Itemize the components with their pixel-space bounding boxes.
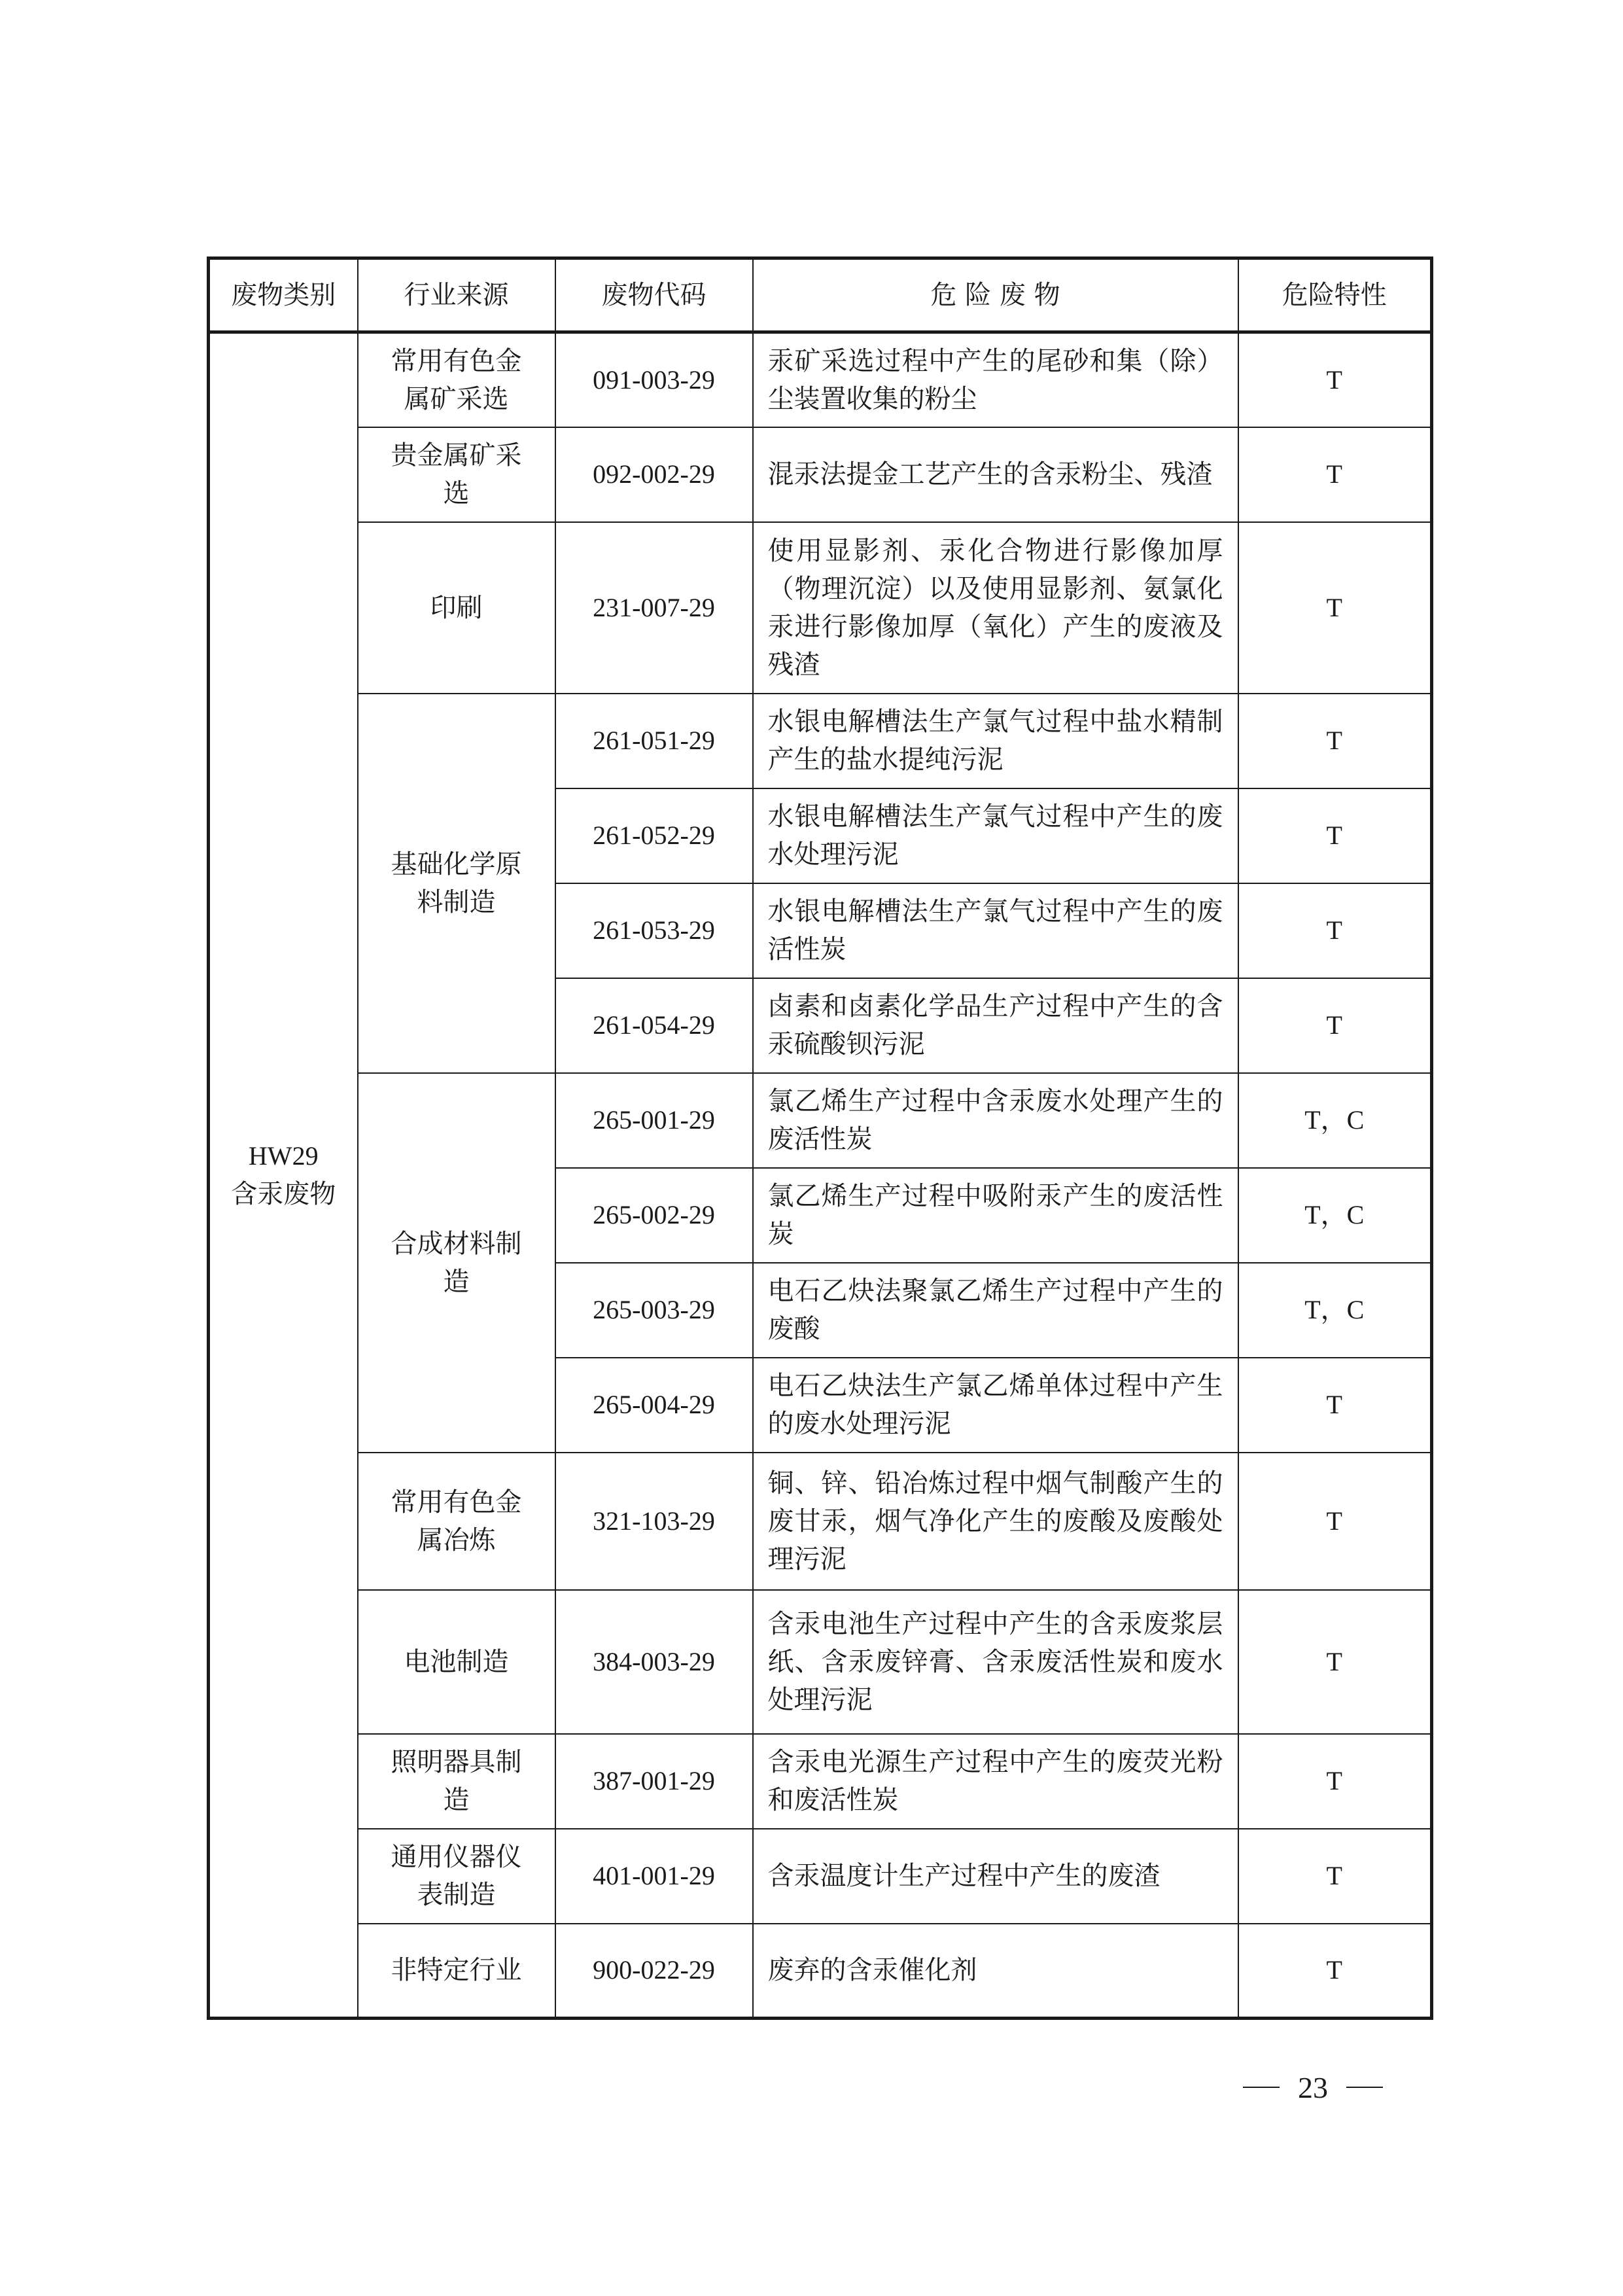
- hazardous-waste-cell: 铜、锌、铅冶炼过程中烟气制酸产生的废甘汞，烟气净化产生的废酸及废酸处理污泥: [753, 1453, 1238, 1590]
- table-row: [209, 427, 1432, 522]
- hazardous-waste-cell: 含汞电光源生产过程中产生的废荧光粉和废活性炭: [753, 1734, 1238, 1829]
- industry-cell: 非特定行业: [358, 1924, 555, 2019]
- table-row: [209, 1590, 1432, 1734]
- hazardous-waste-cell: 混汞法提金工艺产生的含汞粉尘、残渣: [753, 427, 1238, 522]
- table-row: [209, 332, 1432, 427]
- hazardous-waste-cell: 电石乙炔法生产氯乙烯单体过程中产生的废水处理污泥: [753, 1358, 1238, 1453]
- waste-code-cell: 231-007-29: [555, 522, 753, 694]
- waste-code-cell: 321-103-29: [555, 1453, 753, 1590]
- waste-code-cell: 265-002-29: [555, 1168, 753, 1263]
- table-row: [209, 1924, 1432, 2019]
- hazardous-waste-cell: 水银电解槽法生产氯气过程中盐水精制产生的盐水提纯污泥: [753, 694, 1238, 788]
- hazard-property-cell: T: [1238, 788, 1432, 883]
- waste-code-cell: 261-054-29: [555, 978, 753, 1073]
- hazard-property-cell: T: [1238, 978, 1432, 1073]
- industry-cell: 电池制造: [358, 1590, 555, 1734]
- waste-code-cell: 265-004-29: [555, 1358, 753, 1453]
- hazard-property-cell: T: [1238, 332, 1432, 427]
- hazardous-waste-cell: 含汞电池生产过程中产生的含汞废浆层纸、含汞废锌膏、含汞废活性炭和废水处理污泥: [753, 1590, 1238, 1734]
- category-name: 含汞废物: [231, 1179, 336, 1209]
- industry-cell: 印刷: [358, 522, 555, 694]
- hazardous-waste-cell: 电石乙炔法聚氯乙烯生产过程中产生的废酸: [753, 1263, 1238, 1358]
- hazard-property-cell: T: [1238, 522, 1432, 694]
- waste-code-cell: 265-001-29: [555, 1073, 753, 1168]
- dash-left: [1243, 2087, 1280, 2088]
- hazard-property-cell: T，C: [1238, 1263, 1432, 1358]
- hazardous-waste-cell: 卤素和卤素化学品生产过程中产生的含汞硫酸钡污泥: [753, 978, 1238, 1073]
- dash-right: [1346, 2087, 1383, 2088]
- hazard-property-cell: T: [1238, 1453, 1432, 1590]
- category-code: HW29: [248, 1141, 319, 1171]
- hazard-property-cell: T: [1238, 427, 1432, 522]
- hazardous-waste-cell: 含汞温度计生产过程中产生的废渣: [753, 1829, 1238, 1924]
- header-code: 废物代码: [555, 258, 753, 332]
- header-waste: 危 险 废 物: [753, 258, 1238, 332]
- waste-code-cell: 387-001-29: [555, 1734, 753, 1829]
- industry-cell: 照明器具制造: [358, 1734, 555, 1829]
- table-header-row: [209, 258, 1432, 332]
- page-number-text: 23: [1298, 2070, 1328, 2104]
- hazard-property-cell: T: [1238, 1734, 1432, 1829]
- hazardous-waste-table: [207, 256, 1433, 2020]
- hazard-property-cell: T: [1238, 1590, 1432, 1734]
- header-industry: 行业来源: [358, 258, 555, 332]
- category-cell: [209, 332, 358, 2019]
- industry-cell: 通用仪器仪表制造: [358, 1829, 555, 1924]
- hazard-property-cell: T，C: [1238, 1073, 1432, 1168]
- hazardous-waste-cell: 使用显影剂、汞化合物进行影像加厚（物理沉淀）以及使用显影剂、氨氯化汞进行影像加厚（氧化）产生的废液及残渣: [753, 522, 1238, 694]
- industry-cell: 常用有色金属矿采选: [358, 332, 555, 427]
- hazardous-waste-cell: 氯乙烯生产过程中吸附汞产生的废活性炭: [753, 1168, 1238, 1263]
- table-row: [209, 1829, 1432, 1924]
- hazard-property-cell: T: [1238, 1358, 1432, 1453]
- waste-code-cell: 401-001-29: [555, 1829, 753, 1924]
- industry-cell: 常用有色金属冶炼: [358, 1453, 555, 1590]
- page-number: [1243, 2068, 1439, 2107]
- hazardous-waste-cell: 废弃的含汞催化剂: [753, 1924, 1238, 2019]
- hazard-property-cell: T: [1238, 694, 1432, 788]
- table-row: [209, 1734, 1432, 1829]
- table-row: [209, 1073, 1432, 1168]
- waste-code-cell: 261-052-29: [555, 788, 753, 883]
- hazard-property-cell: T: [1238, 1924, 1432, 2019]
- table-row: [209, 1453, 1432, 1590]
- hazardous-waste-cell: 水银电解槽法生产氯气过程中产生的废水处理污泥: [753, 788, 1238, 883]
- industry-cell: 基础化学原料制造: [358, 694, 555, 1073]
- waste-code-cell: 265-003-29: [555, 1263, 753, 1358]
- table-row: [209, 694, 1432, 788]
- hazard-property-cell: T: [1238, 883, 1432, 978]
- hazard-property-cell: T，C: [1238, 1168, 1432, 1263]
- waste-code-cell: 261-053-29: [555, 883, 753, 978]
- table-row: [209, 522, 1432, 694]
- hazardous-waste-cell: 汞矿采选过程中产生的尾砂和集（除）尘装置收集的粉尘: [753, 332, 1238, 427]
- industry-cell: 贵金属矿采选: [358, 427, 555, 522]
- hazard-property-cell: T: [1238, 1829, 1432, 1924]
- table-body: [209, 332, 1432, 2019]
- header-property: 危险特性: [1238, 258, 1432, 332]
- waste-code-cell: 261-051-29: [555, 694, 753, 788]
- header-category: 废物类别: [209, 258, 358, 332]
- industry-cell: 合成材料制造: [358, 1073, 555, 1453]
- waste-code-cell: 092-002-29: [555, 427, 753, 522]
- waste-code-cell: 091-003-29: [555, 332, 753, 427]
- waste-code-cell: 384-003-29: [555, 1590, 753, 1734]
- hazardous-waste-cell: 氯乙烯生产过程中含汞废水处理产生的废活性炭: [753, 1073, 1238, 1168]
- waste-code-cell: 900-022-29: [555, 1924, 753, 2019]
- hazardous-waste-cell: 水银电解槽法生产氯气过程中产生的废活性炭: [753, 883, 1238, 978]
